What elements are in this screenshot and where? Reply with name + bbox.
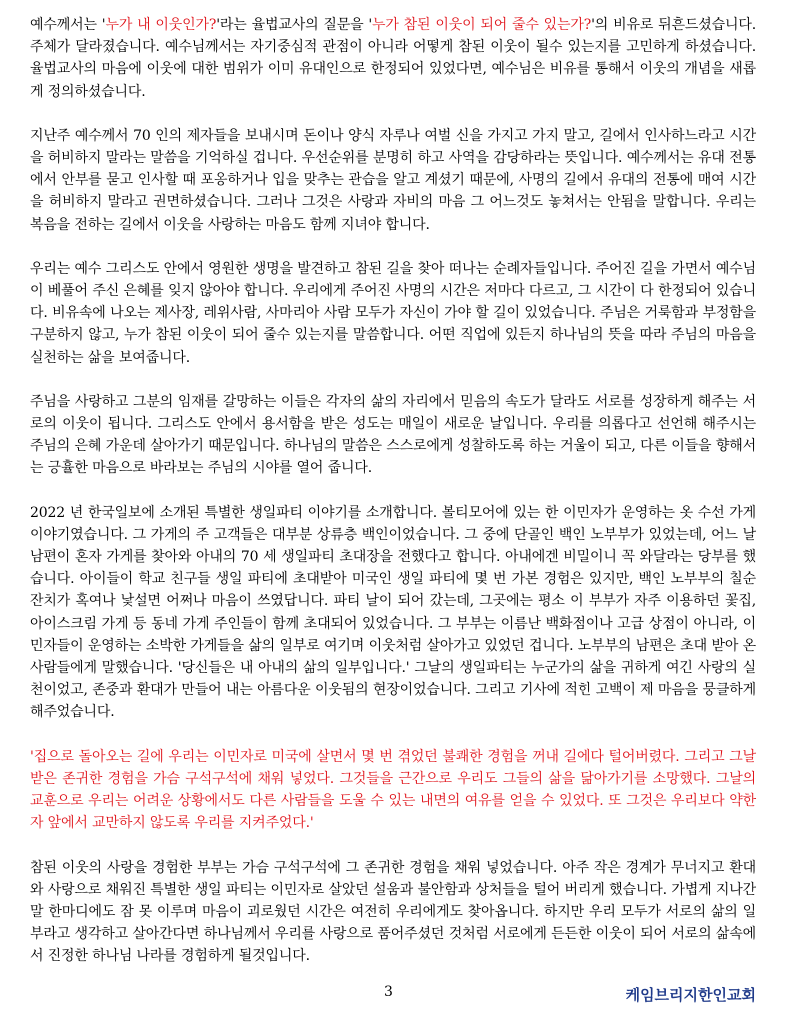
intro-text-a: 예수께서는 ': [30, 17, 106, 33]
intro-text-c: '의 비유로 뒤흔드셨습니다. 주체가 달라졌습니다. 예수님께서는 자기중심적 관점이 아니라 어떻게 참된 이웃이 될수 있는지를 고민하게 하셨습니다. 율법교사의 마음에 이웃에 대한 범위가 이미 유대인으로 한정되어 있었다면, 예수님은 비유를 통해서 이웃의 개념을 새롭게 정의하셨습니다.: [30, 17, 757, 100]
paragraph-quote: '집으로 돌아오는 길에 우리는 이민자로 미국에 살면서 몇 번 겪었던 불쾌한 경험을 꺼내 길에다 털어버렸다. 그리고 그날 받은 존귀한 경험을 가슴 구석구석에 채워 넣었다. 그것들을 근간으로 우리도 그들의 삶을 닮아가기를 소망했다. 그날의 교훈으로 우리는 어려운 상황에서도 다른 사람들을 도울 수 있는 내면의 여유를 얻을 수 있었다. 또 그것은 우리보다 약한 자 앞에서 교만하지 않도록 우리를 지켜주었다.': [30, 748, 756, 832]
paragraph-pilgrims: 우리는 예수 그리스도 안에서 영원한 생명을 발견하고 참된 길을 찾아 떠나는 순례자들입니다. 주어진 길을 가면서 예수님이 베풀어 주신 은혜를 잊지 않아야 합니다. 우리에게 주어진 사명의 시간은 저마다 다르고, 그 시간이 다 한정되어 있습니다. 비유속에 나오는 제사장, 레위사람, 사마리아 사람 모두가 자신이 가야 할 길이 있었습니다. 주님은 거룩함과 부정함을 구분하지 않고, 누가 참된 이웃이 되어 줄수 있는지를 말씀합니다. 어떤 직업에 있든지 하나님의 뜻을 따라 주님의 마음을 실천하는 삶을 보여줍니다.: [30, 260, 756, 366]
page-number: 3: [384, 984, 393, 1000]
paragraph-seventy-disciples: 지난주 예수께서 70 인의 제자들을 보내시며 돈이나 양식 자루나 여벌 신을 가지고 가지 말고, 길에서 인사하느라고 시간을 허비하지 말라는 말씀을 기억하실 겁니다. 우선순위를 분명히 하고 사역을 감당하라는 뜻입니다. 예수께서는 유대 전통에서 안부를 묻고 인사할 때 포옹하거나 입을 맞추는 관습을 알고 계셨기 때문에, 사명의 길에서 유대의 전통에 매여 시간을 허비하지 말라고 권면하셨습니다. 그러나 그것은 사랑과 자비의 마음 그 어느것도 놓쳐서는 안됨을 말합니다. 우리는 복음을 전하는 길에서 이웃을 사랑하는 마음도 함께 지녀야 합니다.: [30, 127, 756, 233]
page-footer: [0, 984, 786, 1008]
question-lawyer: 누가 내 이웃인가?: [105, 17, 217, 33]
paragraph-conclusion: 참된 이웃의 사랑을 경험한 부부는 가슴 구석구석에 그 존귀한 경험을 채워 넣었습니다. 아주 작은 경계가 무너지고 환대와 사랑으로 채워진 특별한 생일 파티는 이민자로 살았던 설움과 불안함과 상처들을 털어 버리게 했습니다. 가볍게 지나간 말 한마디에도 잠 못 이루며 마음이 괴로웠던 시간은 여전히 우리에게도 찾아옵니다. 하지만 우리 모두가 서로의 삶의 일부라고 생각하고 살아간다면 하나님께서 우리를 사랑으로 품어주셨던 것처럼 서로에게 든든한 이웃이 되어 서로의 삶속에서 진정한 하나님 나라를 경험하게 될것입니다.: [30, 859, 756, 965]
paragraph-intro: [30, 14, 756, 103]
paragraph-neighbors: 주님을 사랑하고 그분의 임재를 갈망하는 이들은 각자의 삶의 자리에서 믿음의 속도가 달라도 서로를 성장하게 해주는 서로의 이웃이 됩니다. 그리스도 안에서 용서함을 받은 성도는 매일이 새로운 날입니다. 우리를 의롭다고 선언해 해주시는 주님의 은혜 가운데 살아가기 때문입니다. 하나님의 말씀은 스스로에게 성찰하도록 하는 거울이 되고, 다른 이들을 향해서는 긍휼한 마음으로 바라보는 주님의 시야를 열어 줍니다.: [30, 393, 756, 477]
paragraph-birthday-story: 2022 년 한국일보에 소개된 특별한 생일파티 이야기를 소개합니다. 볼티모어에 있는 한 이민자가 운영하는 옷 수선 가게 이야기였습니다. 그 가게의 주 고객들은 대부분 상류층 백인이었습니다. 그 중에 단골인 백인 노부부가 있었는데, 어느 날 남편이 혼자 가게를 찾아와 아내의 70 세 생일파티 초대장을 전했다고 합니다. 아내에겐 비밀이니 꼭 와달라는 당부를 했습니다. 아이들이 학교 친구들 생일 파티에 초대받아 미국인 생일 파티에 몇 번 가본 경험은 있지만, 백인 노부부의 칠순 잔치가 혹여나 낯설면 어쩌나 마음이 쓰였답니다. 파티 날이 되어 갔는데, 그곳에는 평소 이 부부가 자주 이용하던 꽃집, 아이스크림 가게 등 동네 가게 주인들이 함께 초대되어 있었습니다. 그 부부는 이름난 백화점이나 고급 상점이 아니라, 이민자들이 운영하는 소박한 가게들을 삶의 일부로 여기며 이웃처럼 살아가고 있었던 겁니다. 노부부의 남편은 초대 받아 온 사람들에게 말했습니다. '당신들은 내 아내의 삶의 일부입니다.' 그날의 생일파티는 누군가의 삶을 귀하게 여긴 사랑의 실천이었고, 존중과 환대가 만들어 내는 아름다운 이웃됨의 현장이었습니다. 그리고 기사에 적힌 고백이 제 마음을 뭉클하게 해주었습니다.: [30, 504, 756, 721]
intro-text-b: '라는 율법교사의 질문을 ': [216, 17, 373, 33]
church-name: 케임브리지한인교회: [625, 986, 756, 1004]
question-jesus: 누가 참된 이웃이 되어 줄수 있는가?: [372, 17, 592, 33]
